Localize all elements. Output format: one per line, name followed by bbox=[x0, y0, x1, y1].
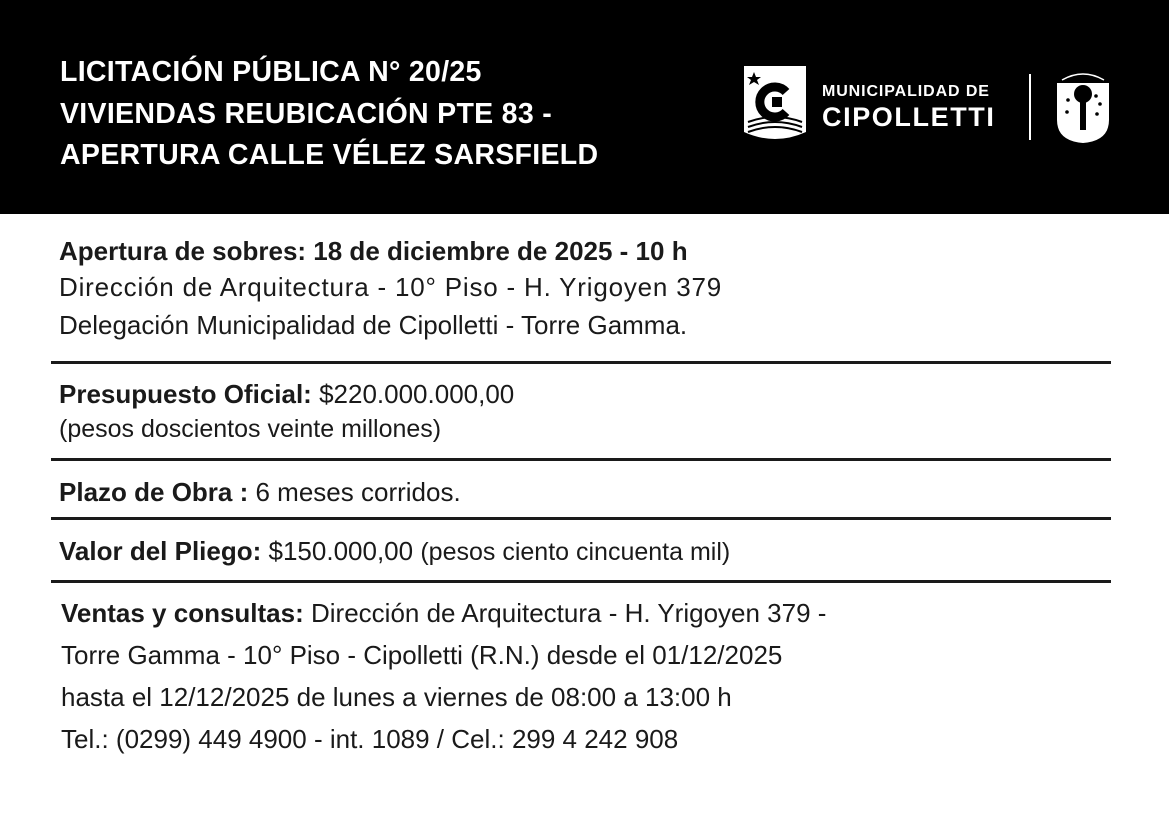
logo-divider bbox=[1029, 74, 1031, 140]
term-value: 6 meses corridos. bbox=[255, 477, 461, 507]
sales-section bbox=[61, 592, 826, 760]
city-crest-icon bbox=[1050, 70, 1116, 144]
specs-price-value: $150.000,00 bbox=[268, 536, 414, 566]
sales-contact: Tel.: (0299) 449 4900 - int. 1089 / Cel.: 299 4 242 908 bbox=[61, 724, 679, 754]
specs-price-label: Valor del Pliego: bbox=[59, 536, 262, 566]
term-section bbox=[59, 474, 461, 510]
opening-location-line-2: Delegación Municipalidad de Cipolletti - Torre Gamma. bbox=[59, 310, 688, 340]
budget-section bbox=[59, 376, 514, 446]
budget-value: $220.000.000,00 bbox=[319, 379, 515, 409]
divider bbox=[51, 580, 1111, 583]
tender-title bbox=[60, 52, 598, 177]
sales-label: Ventas y consultas: bbox=[61, 598, 304, 628]
term-label: Plazo de Obra : bbox=[59, 477, 249, 507]
municipality-line-1: MUNICIPALIDAD DE bbox=[822, 83, 990, 100]
opening-section bbox=[59, 234, 722, 344]
municipality-logo-icon bbox=[744, 66, 806, 146]
budget-note: (pesos doscientos veinte millones) bbox=[59, 415, 442, 443]
opening-location-line-1: Dirección de Arquitectura - 10° Piso - H. Yrigoyen 379 bbox=[59, 272, 722, 302]
title-line-2: VIVIENDAS REUBICACIÓN PTE 83 - bbox=[60, 97, 552, 130]
opening-date: Apertura de sobres: 18 de diciembre de 2025 - 10 h bbox=[59, 236, 688, 266]
header-banner bbox=[0, 0, 1169, 214]
sales-line-1: Dirección de Arquitectura - H. Yrigoyen 379 - bbox=[311, 598, 827, 628]
title-line-3: APERTURA CALLE VÉLEZ SARSFIELD bbox=[60, 139, 599, 171]
divider bbox=[51, 361, 1111, 364]
specs-price-note: (pesos ciento cincuenta mil) bbox=[420, 538, 731, 566]
municipality-wordmark bbox=[822, 82, 996, 132]
municipality-line-2: CIPOLLETTI bbox=[822, 102, 996, 132]
divider bbox=[51, 517, 1111, 520]
title-line-1: LICITACIÓN PÚBLICA N° 20/25 bbox=[60, 56, 482, 88]
sales-line-3: hasta el 12/12/2025 de lunes a viernes de 08:00 a 13:00 h bbox=[61, 682, 732, 712]
specs-price-section bbox=[59, 533, 730, 570]
divider bbox=[51, 458, 1111, 461]
budget-label: Presupuesto Oficial: bbox=[59, 379, 312, 409]
sales-line-2: Torre Gamma - 10° Piso - Cipolletti (R.N.) desde el 01/12/2025 bbox=[61, 640, 783, 670]
